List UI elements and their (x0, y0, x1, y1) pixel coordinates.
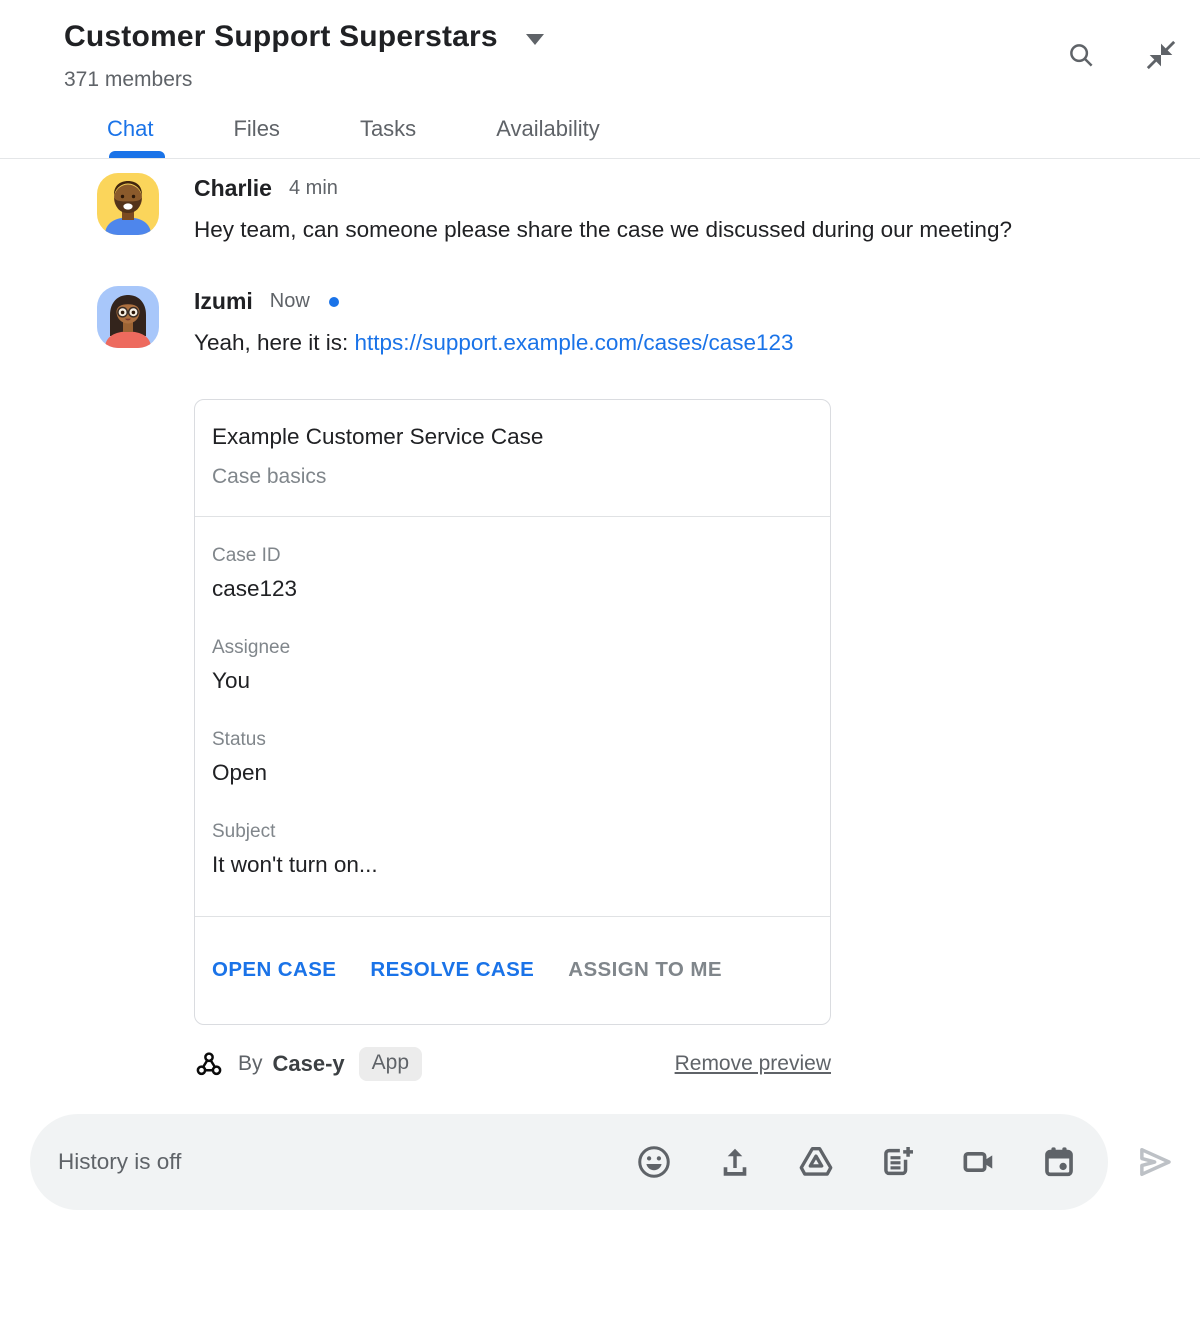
message-author[interactable]: Charlie (194, 175, 272, 201)
page-title: Customer Support Superstars (64, 20, 498, 53)
chevron-down-icon[interactable] (526, 34, 544, 45)
message-text-prefix: Yeah, here it is: (194, 330, 355, 355)
app-name[interactable]: Case-y (272, 1051, 345, 1076)
note-add-icon[interactable] (878, 1143, 916, 1181)
field-status (212, 729, 813, 786)
field-assignee (212, 637, 813, 694)
field-value: It won't turn on... (212, 852, 378, 877)
tab-tasks[interactable]: Tasks (359, 116, 417, 141)
search-icon[interactable] (1064, 38, 1098, 72)
field-subject (212, 821, 813, 878)
field-label: Status (212, 729, 266, 750)
message-timestamp: Now (269, 290, 310, 312)
field-value: Open (212, 760, 268, 785)
message-text: Hey team, can someone please share the case we discussed during our meeting? (194, 217, 1012, 242)
drive-icon[interactable] (797, 1143, 835, 1181)
tab-availability[interactable]: Availability (496, 116, 600, 141)
close-fullscreen-icon[interactable] (1144, 38, 1178, 72)
card-footer (194, 1047, 831, 1081)
message-text (194, 323, 794, 363)
avatar[interactable] (97, 286, 159, 348)
field-label: Assignee (212, 637, 291, 658)
case-link[interactable]: https://support.example.com/cases/case123 (354, 330, 794, 355)
chat-message (0, 286, 1200, 363)
field-label: Subject (212, 821, 276, 842)
chat-message (0, 173, 1200, 250)
field-value: You (212, 668, 250, 693)
upload-icon[interactable] (716, 1143, 754, 1181)
message-input[interactable] (30, 1114, 1108, 1210)
message-timestamp: 4 min (288, 177, 338, 199)
unread-dot (329, 297, 339, 307)
field-value: case123 (212, 576, 298, 601)
resolve-case-button[interactable]: RESOLVE CASE (370, 958, 535, 981)
tab-files[interactable]: Files (233, 116, 280, 141)
member-count: 371 members (64, 68, 193, 91)
app-badge: App (359, 1047, 422, 1081)
room-header (0, 0, 1200, 92)
field-case-id (212, 545, 813, 602)
send-icon[interactable] (1132, 1139, 1178, 1185)
emoji-icon[interactable] (635, 1143, 673, 1181)
composer-placeholder: History is off (58, 1149, 182, 1174)
remove-preview-link[interactable]: Remove preview (674, 1052, 831, 1075)
assign-to-me-button[interactable]: ASSIGN TO ME (568, 958, 722, 981)
video-icon[interactable] (959, 1143, 997, 1181)
calendar-icon[interactable] (1040, 1143, 1078, 1181)
message-author[interactable]: Izumi (194, 288, 253, 314)
card-subtitle: Case basics (212, 465, 327, 488)
webhook-icon (194, 1049, 224, 1079)
by-label: By (238, 1052, 263, 1075)
card-title: Example Customer Service Case (212, 424, 544, 449)
composer-row (30, 1114, 1186, 1210)
avatar[interactable] (97, 173, 159, 235)
tab-chat[interactable]: Chat (107, 116, 153, 158)
case-preview-card (194, 399, 831, 1025)
room-tabs (0, 116, 1200, 159)
open-case-button[interactable]: OPEN CASE (212, 958, 337, 981)
field-label: Case ID (212, 545, 281, 566)
